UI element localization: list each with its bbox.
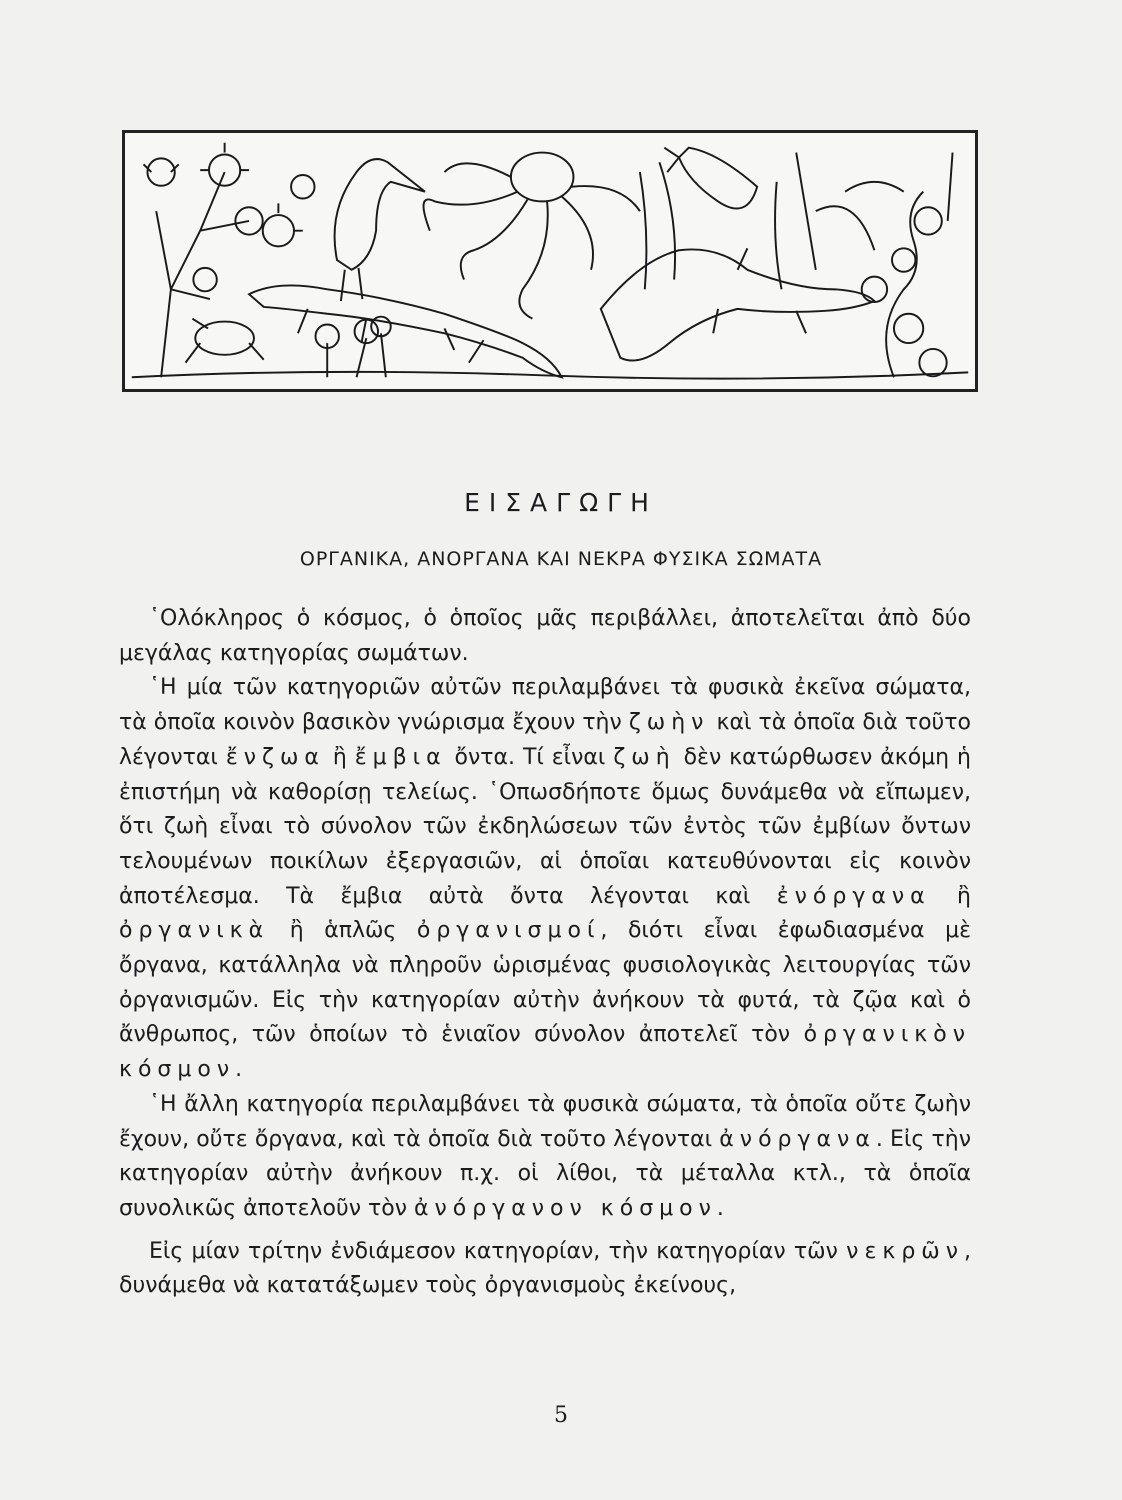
text-run: , δυνάμεθα νὰ κατατάξωμεν τοὺς ὀργανισμοὺς ἐκείνους, bbox=[119, 1238, 971, 1299]
spaced-term: ὀργανισμοί bbox=[416, 918, 601, 944]
page-number: 5 bbox=[554, 1403, 568, 1428]
text-run: . Εἰς τὴν κατηγορίαν αὐτὴν ἀνήκουν π.χ. οἱ λίθοι, τὰ μέταλλα κτλ., τὰ ὁποῖα συνολικῶς ἀποτελοῦν τὸν bbox=[119, 1126, 971, 1221]
text-run: Εἰς μίαν τρίτην ἐνδιάμεσον κατηγορίαν, τὴν κατηγορίαν τῶν bbox=[149, 1238, 847, 1264]
text-run: καὶ τὰ ὁποῖα διὰ τοῦτο λέγονται bbox=[119, 710, 971, 770]
header-illustration bbox=[122, 130, 978, 392]
spaced-term: ἔνζωα bbox=[225, 744, 325, 770]
paragraph bbox=[119, 1088, 971, 1227]
spaced-term: ὀργανικὸν κόσμον bbox=[119, 1022, 971, 1083]
spaced-term: ἀνόργανα bbox=[719, 1126, 876, 1152]
text-run: , διότι εἶναι ἐφωδιασμένα μὲ ὄργανα, κατάλληλα νὰ πληροῦν ὡρισμένας φυσιολογικὰς λειτουργίας τῶν ὀργανισμῶν. Εἰς τὴν κατηγορίαν αὐτὴν ἀνήκουν τὰ φυτά, τὰ ζῷα καὶ ὁ ἄνθρωπος, τῶν ὁποίων τὸ ἑνιαῖον σύνολον ἀποτελεῖ τὸν bbox=[119, 918, 971, 1048]
text-run: ἢ ἁπλῶς bbox=[269, 918, 417, 944]
text-run: ἢ bbox=[324, 744, 355, 770]
spaced-term: ζωὴν bbox=[628, 710, 710, 736]
paragraph bbox=[119, 671, 971, 1087]
text-run: . bbox=[716, 1195, 724, 1221]
text-run: . bbox=[235, 1057, 243, 1083]
paragraph bbox=[119, 1235, 971, 1304]
text-run: ῾Ολόκληρος ὁ κόσμος, ὁ ὁποῖος μᾶς περιβάλλει, ἀποτελεῖται ἀπὸ δύο μεγάλας κατηγορίας σωμάτων. bbox=[119, 606, 971, 666]
body-text bbox=[119, 602, 971, 1304]
paragraph bbox=[119, 602, 971, 671]
page-title: ΕΙΣΑΓΩΓΗ bbox=[464, 488, 658, 517]
text-run: δὲν κατώρθωσεν ἀκόμη ἡ ἐπιστήμη νὰ καθορίσῃ τελείως. ῾Οπωσδήποτε ὅμως δυνάμεθα νὰ εἴπωμεν, ὅτι ζωὴ εἶναι τὸ σύνολον τῶν ἐκδηλώσεων τῶν ἐντὸς τῶν ἐμβίων ὄντων τελουμένων ποικίλων ἐξεργασιῶν, αἱ ὁποῖαι κατευθύνονται εἰς κοινὸν ἀποτέλεσμα. Τὰ ἔμβια αὐτὰ ὄντα λέγονται καὶ bbox=[119, 744, 971, 909]
spaced-term: ἀνόργανον κόσμον bbox=[414, 1195, 717, 1221]
spaced-term: ζωὴ bbox=[613, 744, 676, 770]
spaced-term: ἐνόργανα bbox=[776, 883, 931, 909]
spaced-term: νεκρῶν bbox=[846, 1238, 964, 1264]
text-run: ἢ bbox=[930, 883, 972, 909]
section-subtitle: ΟΡΓΑΝΙΚΑ, ΑΝΟΡΓΑΝΑ ΚΑΙ ΝΕΚΡΑ ΦΥΣΙΚΑ ΣΩΜΑΤΑ bbox=[299, 548, 823, 570]
text-run: ὄντα. Τί εἶναι bbox=[446, 744, 614, 770]
text-run: ῾Η μία τῶν κατηγοριῶν αὐτῶν περιλαμβάνει τὰ φυσικὰ ἐκεῖνα σώματα, τὰ ὁποῖα κοινὸν βασικὸν γνώρισμα ἔχουν τὴν bbox=[119, 675, 971, 736]
spaced-term: ἔμβια bbox=[354, 744, 447, 770]
nature-engraving-icon bbox=[125, 133, 975, 389]
text-run: ῾Η ἄλλη κατηγορία περιλαμβάνει τὰ φυσικὰ σώματα, τὰ ὁποῖα οὔτε ζωὴν ἔχουν, οὔτε ὄργανα, καὶ τὰ ὁποῖα διὰ τοῦτο λέγονται bbox=[119, 1091, 971, 1152]
spaced-term: ὀργανικὰ bbox=[119, 918, 270, 944]
